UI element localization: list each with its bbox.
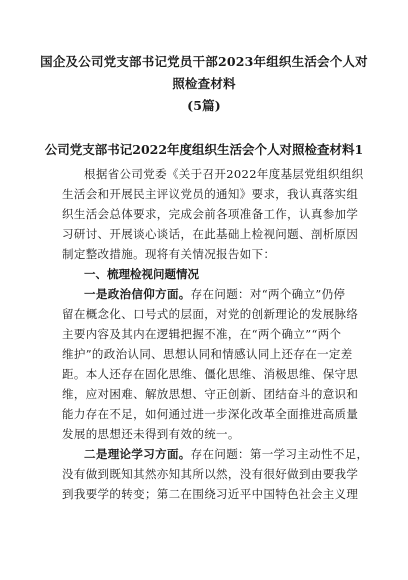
point-1-line: 距。本人还存在固化思维、僵化思维、消极思维、保守思 <box>62 367 359 381</box>
intro-line: 织生活会总体要求，完成会前各项准备工作，认真参加学 <box>62 207 359 221</box>
point-1-line: 能力存在不足，如何通过进一步深化改革全面推进高质量 <box>62 407 359 421</box>
point-2-line: 没有做到既知其然亦知其所以然，没有很好做到由要我学 <box>62 467 359 481</box>
intro-line: 根据省公司党委《关于召开2022年度基层党组织组织 <box>84 167 364 181</box>
point-2-first-line <box>84 446 369 462</box>
point-1-text: 存在问题：对“两个确立”仍停 <box>190 287 346 301</box>
document-title-count: (5篇) <box>187 98 221 113</box>
point-2-lead: 二是理论学习方面。 <box>84 447 191 461</box>
point-2-line: 到我要学的转变；第二在围绕习近平中国特色社会主义理 <box>62 487 359 501</box>
section-heading-1: 一、梳理检视问题情况 <box>84 267 199 281</box>
point-1-line: 发展的思想还未得到有效的统一。 <box>62 427 240 441</box>
point-2-text: 存在问题：第一学习主动性不足， <box>190 447 369 461</box>
point-1-line: 留在概念化、口号式的层面，对党的创新理论的发展脉络 <box>62 307 359 321</box>
point-1-line: 维护”的政治认同、思想认同和情感认同上还存在一定差 <box>62 347 353 361</box>
intro-line: 制定整改措施。现将有关情况报告如下： <box>62 247 276 261</box>
point-1-first-line <box>84 286 348 302</box>
point-1-line: 主要内容及其内在逻辑把握不准，在“两个确立”“两个 <box>62 327 342 341</box>
document-title-line-2: 照检查材料 <box>172 76 236 91</box>
point-1-line: 维，应对困难、解放思想、守正创新、团结奋斗的意识和 <box>62 387 359 401</box>
section-subtitle: 公司党支部书记2022年度组织生活会个人对照检查材料1 <box>44 142 364 157</box>
intro-line: 生活会和开展民主评议党员的通知》要求，我认真落实组 <box>62 187 359 201</box>
point-1-lead: 一是政治信仰方面。 <box>84 287 191 301</box>
document-title-line-1: 国企及公司党支部书记党员干部2023年组织生活会个人对 <box>40 54 368 69</box>
intro-line: 习研讨、开展谈心谈话，在此基础上检视问题、剖析原因 <box>62 227 359 241</box>
